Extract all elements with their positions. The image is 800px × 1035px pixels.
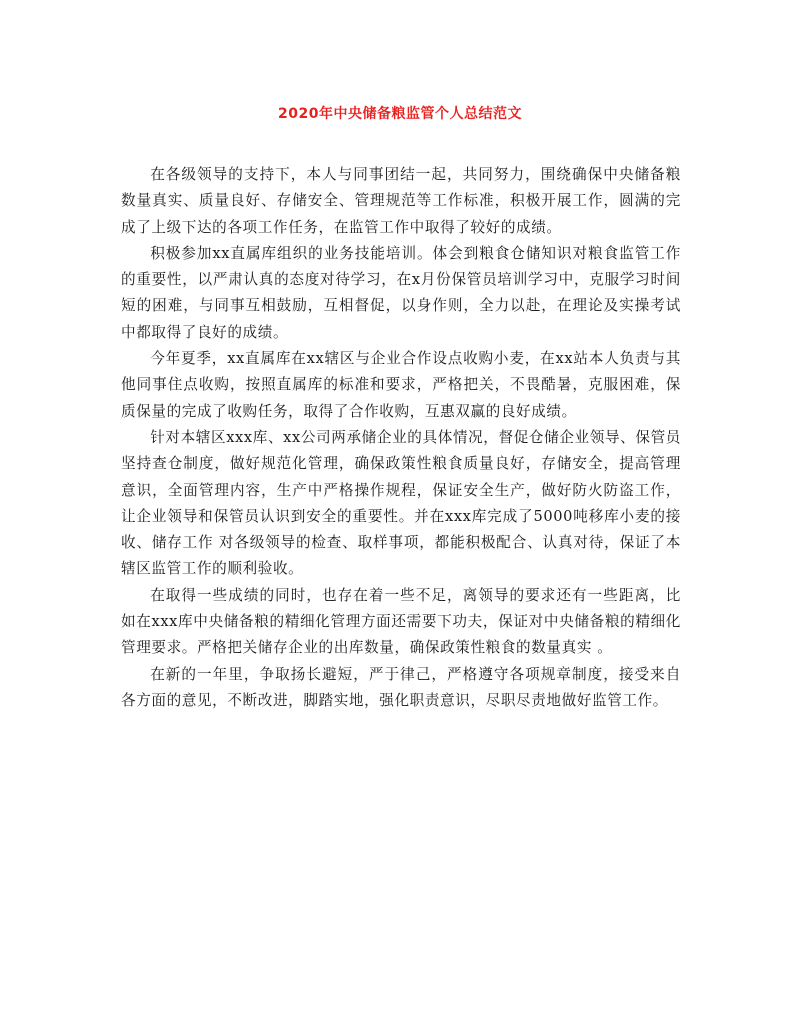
document-body [121,162,681,714]
paragraph-5: 在取得一些成绩的同时，也存在着一些不足，离领导的要求还有一些距离，比如在xxx库中央储备粮的精细化管理方面还需要下功夫，保证对中央储备粮的精细化管理要求。严格把关储存企业的出库数量，确保政策性粮食的数量真实 。 [121,586,681,657]
paragraph-3: 今年夏季，xx直属库在xx辖区与企业合作设点收购小麦，在xx站本人负责与其他同事住点收购，按照直属库的标准和要求，严格把关，不畏酷暑，克服困难，保质保量的完成了收购任务，取得了合作收购，互惠双赢的良好成绩。 [121,350,681,420]
paragraph-4: 针对本辖区xxx库、xx公司两承储企业的具体情况，督促仓储企业领导、保管员坚持查仓制度，做好规范化管理，确保政策性粮食质量良好，存储安全，提高管理意识，全面管理内容，生产中严格操作规程，保证安全生产，做好防火防盗工作，让企业领导和保管员认识到安全的重要性。并在xxx库完成了5000吨移库小麦的接收、储存工作 对各级领导的检查、取样事项，都能积极配合、认真对待，保证了本辖区监管工作的顺利验收。 [121,428,681,578]
document-title: 2020年中央储备粮监管个人总结范文 [278,106,522,122]
paragraph-2: 积极参加xx直属库组织的业务技能培训。体会到粮食仓储知识对粮食监管工作的重要性，以严肃认真的态度对待学习，在x月份保管员培训学习中，克服学习时间短的困难，与同事互相鼓励，互相督促，以身作则，全力以赴，在理论及实操考试中都取得了良好的成绩。 [121,244,681,341]
paragraph-1: 在各级领导的支持下，本人与同事团结一起，共同努力，围绕确保中央储备粮数量真实、质量良好、存储安全、管理规范等工作标准，积极开展工作，圆满的完成了上级下达的各项工作任务，在监管工作中取得了较好的成绩。 [121,166,681,236]
paragraph-6: 在新的一年里，争取扬长避短，严于律己，严格遵守各项规章制度，接受来自各方面的意见，不断改进，脚踏实地，强化职责意识，尽职尽责地做好监管工作。 [121,665,681,709]
